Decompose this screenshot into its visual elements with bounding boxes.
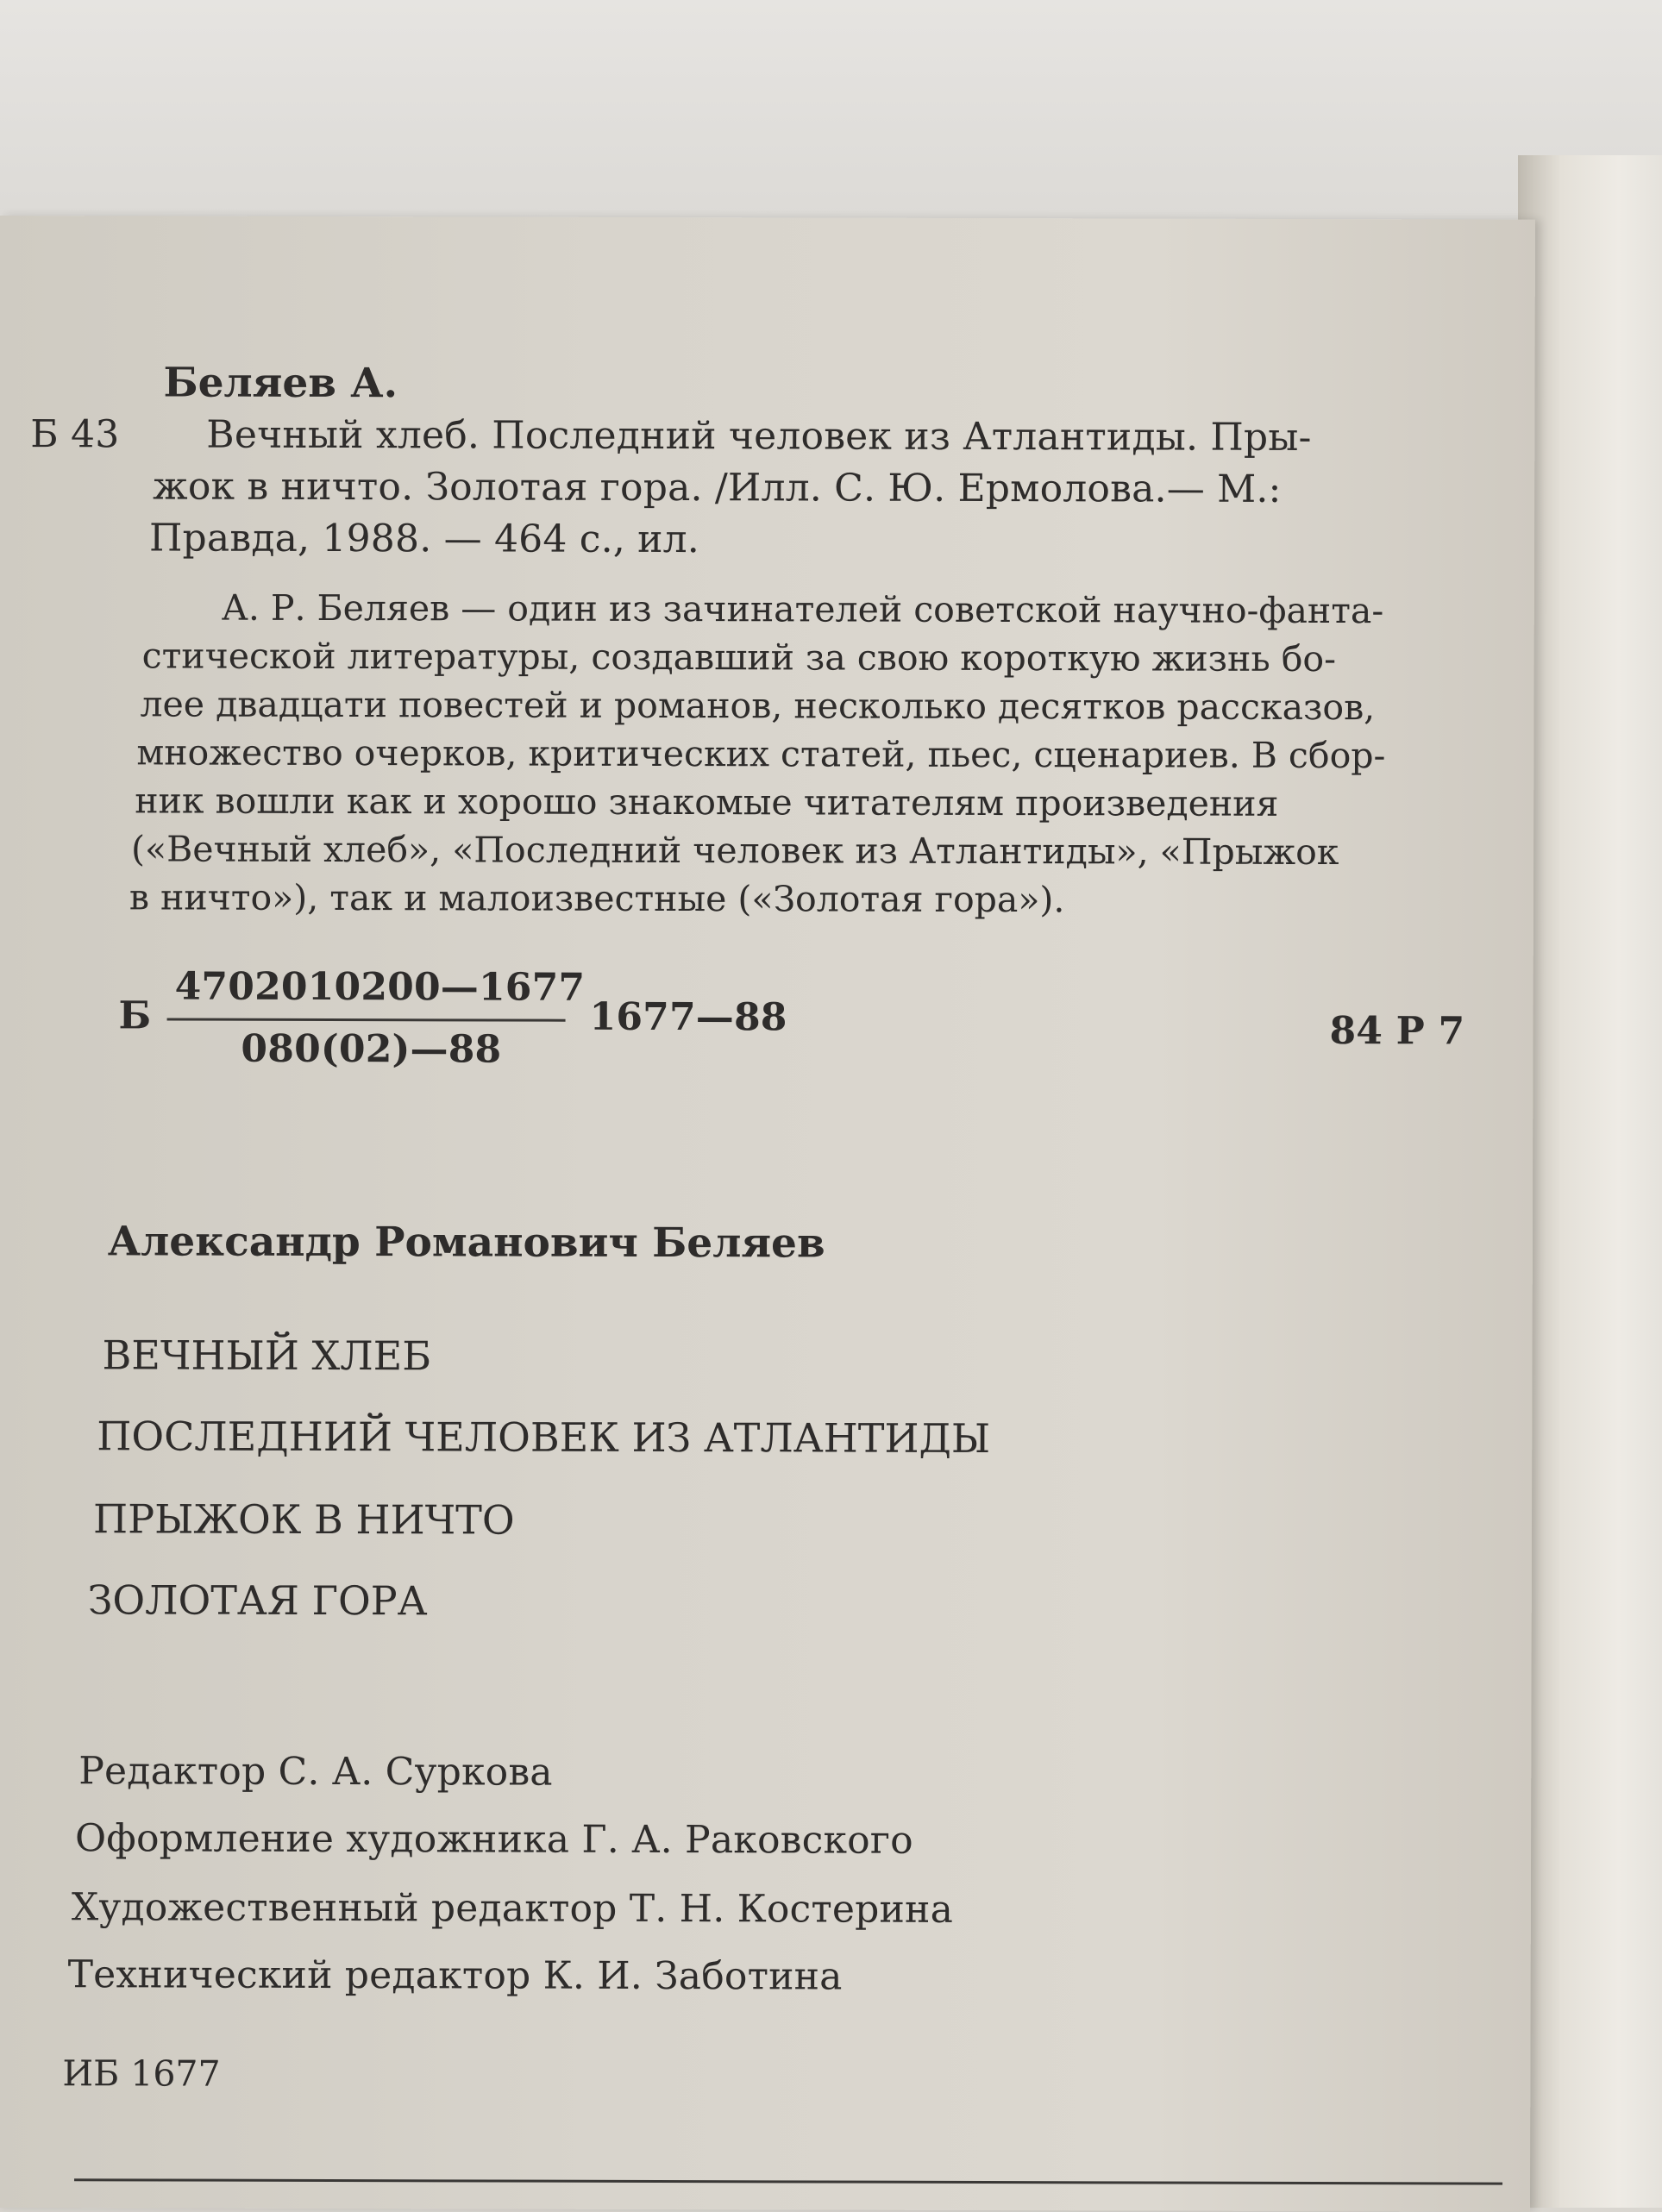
annotation-line-1: А. Р. Беляев — один из зачинателей советской научно-фанта- [221,586,1384,632]
annotation-line-2: стической литературы, создавший за свою короткую жизнь бо- [141,635,1337,680]
index-numerator: 4702010200—1677 [174,964,586,1010]
title-1: ВЕЧНЫЙ ХЛЕБ [102,1332,432,1380]
credit-editor: Редактор С. А. Суркова [78,1749,553,1795]
bottom-rule [74,2178,1502,2184]
credit-design: Оформление художника Г. А. Раковского [75,1816,913,1863]
annotation-line-3: лее двадцати повестей и романов, несколько десятков рассказов, [140,683,1376,729]
page-curl-edge [1518,155,1662,2208]
index-denominator: 080(02)—88 [241,1026,502,1072]
annotation-line-4: множество очерков, критических статей, пьес, сценариев. В сбор- [136,731,1386,777]
ib-number: ИБ 1677 [62,2052,221,2095]
biblio-line-2: жок в ничто. Золотая гора. /Илл. С. Ю. Ермолова.— М.: [153,464,1282,511]
index-number: 1677—88 [589,994,787,1040]
full-author-name: Александр Романович Беляев [107,1218,825,1268]
book-page [0,216,1535,2212]
annotation-line-7: в ничто»), так и малоизвестные («Золотая гора»). [129,876,1065,921]
annotation-line-5: ник вошли как и хорошо знакомые читателям произведения [135,780,1279,824]
title-3: ПРЫЖОК В НИЧТО [92,1495,515,1544]
credit-art-editor: Художественный редактор Т. Н. Костерина [71,1885,954,1932]
credit-tech-editor: Технический редактор К. И. Заботина [67,1952,843,1999]
background-wall [0,0,1662,224]
title-4: ЗОЛОТАЯ ГОРА [87,1576,428,1625]
title-2: ПОСЛЕДНИЙ ЧЕЛОВЕК ИЗ АТЛАНТИДЫ [97,1413,991,1463]
classification-code: 84 Р 7 [1329,1009,1465,1054]
index-letter: Б [118,993,152,1038]
index-fraction-bar [167,1018,566,1022]
annotation-line-6: («Вечный хлеб», «Последний человек из Атлантиды», «Прыжок [131,828,1339,874]
catalog-code: Б 43 [30,412,120,457]
biblio-line-3: Правда, 1988. — 464 с., ил. [148,516,700,562]
biblio-line-1: Вечный хлеб. Последний человек из Атлантиды. Пры- [206,412,1312,460]
author-heading: Беляев А. [163,359,398,408]
